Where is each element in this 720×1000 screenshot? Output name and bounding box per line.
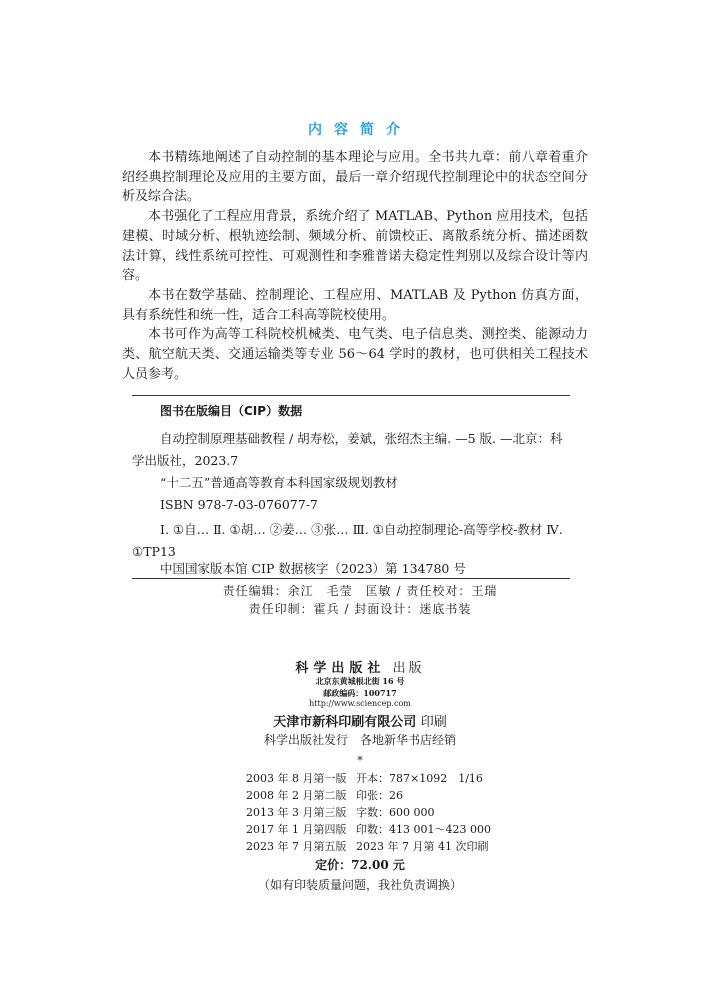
edition-spec: 印数：413 001～423 000 bbox=[356, 823, 491, 836]
publisher-address: 北京东黄城根北街 16 号 bbox=[315, 676, 405, 686]
summary-paragraph: 本书可作为高等工科院校机械类、电气类、电子信息类、测控类、能源动力类、航空航天类、交通运输类等专业 56～64 学时的教材，也可供相关工程技术人员参考。 bbox=[122, 327, 588, 382]
edition-spec: 2023 年 7 月第 41 次印刷 bbox=[356, 840, 489, 853]
printer-line bbox=[0, 711, 720, 730]
edition-date: 2003 年 8 月第一版 bbox=[246, 772, 347, 785]
publisher-postcode: 邮政编码：100717 bbox=[323, 688, 397, 698]
summary-paragraph: 本书在数学基础、控制理论、工程应用、MATLAB 及 Python 仿真方面，具有系统性和统一性，适合工科高等院校使用。 bbox=[122, 287, 588, 323]
quality-notice: （如有印装质量问题，我社负责调换） bbox=[257, 878, 462, 892]
publisher-suffix: 出版 bbox=[392, 661, 425, 676]
edition-row bbox=[246, 787, 403, 803]
cip-block bbox=[132, 428, 570, 563]
cip-entry: 自动控制原理基础教程 / 胡寿松，姜斌，张绍杰主编. —5 版. —北京：科学出版社，2023.7 bbox=[132, 431, 563, 468]
cip-record-number: 中国国家版本馆 CIP 数据核字（2023）第 134780 号 bbox=[160, 561, 466, 576]
separator-star: * bbox=[357, 754, 363, 767]
edition-date: 2008 年 2 月第二版 bbox=[246, 789, 347, 802]
staff-line-production: 责任印制：霍兵 / 封面设计：迷底书装 bbox=[248, 602, 472, 616]
publisher-line bbox=[0, 657, 720, 676]
summary-title: 内容简介 bbox=[308, 122, 412, 138]
cip-bottom-rule bbox=[132, 578, 570, 579]
publisher-website: http://www.sciencep.com bbox=[309, 699, 411, 708]
edition-spec: 印张：26 bbox=[356, 789, 403, 802]
edition-row bbox=[246, 821, 491, 837]
cip-classification: Ⅰ. ①自… Ⅱ. ①胡… ②姜… ③张… Ⅲ. ①自动控制理论-高等学校-教材 Ⅳ. ①TP13 bbox=[132, 522, 563, 559]
cip-top-rule bbox=[132, 395, 570, 396]
summary-body bbox=[122, 148, 588, 384]
cip-isbn: ISBN 978-7-03-076077-7 bbox=[160, 497, 318, 512]
summary-paragraph: 本书强化了工程应用背景，系统介绍了 MATLAB、Python 应用技术，包括建模、时域分析、根轨迹绘制、频域分析、前馈校正、离散系统分析、描述函数法计算，线性系统可控性、可观测性和李雅普诺夫稳定性判别以及综合设计等内容。 bbox=[122, 209, 588, 284]
edition-row bbox=[246, 770, 483, 786]
edition-row bbox=[246, 804, 435, 820]
staff-line-editors: 责任编辑：余江 毛莹 匡敏 / 责任校对：王瑞 bbox=[222, 584, 498, 598]
edition-date: 2017 年 1 月第四版 bbox=[246, 823, 347, 836]
printer-suffix: 印刷 bbox=[420, 715, 447, 730]
edition-spec: 字数：600 000 bbox=[356, 806, 435, 819]
edition-date: 2013 年 3 月第三版 bbox=[246, 806, 347, 819]
edition-date: 2023 年 7 月第五版 bbox=[246, 840, 347, 853]
cip-series: “十二五”普通高等教育本科国家级规划教材 bbox=[160, 475, 398, 490]
cip-heading: 图书在版编目（CIP）数据 bbox=[160, 404, 303, 418]
publisher-name: 科学出版社 bbox=[295, 661, 386, 676]
summary-paragraph: 本书精练地阐述了自动控制的基本理论与应用。全书共九章：前八章着重介绍经典控制理论及应用的主要方面，最后一章介绍现代控制理论中的状态空间分析及综合法。 bbox=[122, 150, 588, 205]
edition-spec: 开本：787×1092 1/16 bbox=[356, 772, 483, 785]
distribution-line: 科学出版社发行 各地新华书店经销 bbox=[263, 733, 456, 747]
price: 定价：72.00 元 bbox=[315, 858, 405, 872]
edition-row bbox=[246, 838, 488, 854]
printer-name: 天津市新科印刷有限公司 bbox=[273, 715, 417, 730]
